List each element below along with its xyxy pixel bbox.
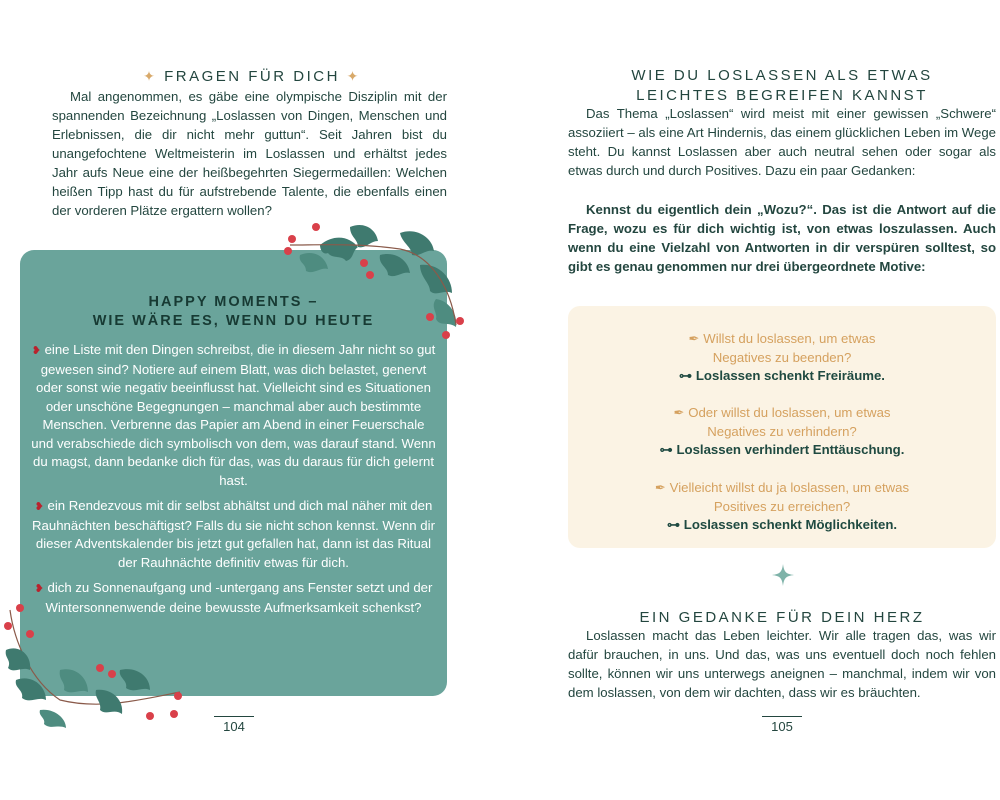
pen-icon: ✒ [673,405,685,420]
motive-question-line1: Oder willst du loslassen, um etwas [688,405,891,420]
berry [170,710,178,718]
berry [366,271,374,279]
loslassen-heading-line2: LEICHTES BEGREIFEN KANNST [636,87,928,104]
motive-question [568,404,996,423]
motive-question-line1: Willst du loslassen, um etwas [703,331,876,346]
motive-question [568,330,996,349]
motive-answer [568,367,996,386]
box-title [20,293,447,331]
berry [96,664,104,672]
berry [456,317,464,325]
list-item [30,341,437,490]
berry [16,604,24,612]
paragraph-wozu-text: Kennst du eigentlich dein „Wozu?“. Das ist die Antwort auf die Frage, wozu es für dich wichtig ist, von etwas loszulassen. Auch wenn du eine Vielzahl von Antworten in dir verspüren solltest, so gibt es genau genommen nur drei übergeordnete Motive: [568,202,996,274]
box-title-line2: WIE WÄRE ES, WENN DU HEUTE [92,313,375,329]
paragraph-thema [568,104,996,180]
berry [174,692,182,700]
berry [146,712,154,720]
star-icon: ✦ [346,68,361,84]
herz-heading: EIN GEDANKE FÜR DEIN HERZ [639,609,925,626]
paragraph-wozu [568,200,996,276]
berry [108,670,116,678]
berry [312,223,320,231]
berry [4,622,12,630]
motive-question-line1: Vielleicht willst du ja loslassen, um etwas [669,480,910,495]
pen-icon: ✒ [654,480,666,495]
list-item [30,497,437,572]
berry [288,235,296,243]
right-page [500,0,1000,800]
motive-question-line2: Positives zu erreichen? [713,498,851,514]
key-icon: ⊶ [666,517,681,532]
fragen-heading [52,66,452,87]
motive-item [568,404,996,460]
box-title-line1: HAPPY MOMENTS – [148,294,319,310]
paragraph-thema-text: Das Thema „Loslassen“ wird meist mit einer gewissen „Schwere“ assoziiert – als eine Art Hindernis, das einem glücklichen Leben im Wege steht. Du kannst Loslassen aber auch neutral sehen oder sogar als etwas durch und durch Positives. Dazu ein paar Gedanken: [568,106,996,178]
motive-answer-text: Loslassen schenkt Möglichkeiten. [683,517,898,532]
intro-text: Mal angenommen, es gäbe eine olympische Disziplin mit der spannenden Bezeichnung „Loslassen von Dingen, Menschen und Erlebnissen, die dir nicht mehr guttun“. Seit Jahren bist du unangefochtene Weltmeisterin im Loslassen und erhältst jedes Jahr aufs Neue eine der heißbegehrten Siegermedaillen: Welchen heißen Tipp hast du für aufstrebende Talente, die ebenfalls einen der vorderen Plätze ergattern wollen? [52,89,447,218]
list-item-text: ein Rendezvous mit dir selbst abhältst und dich mal näher mit den Rauhnächten beschäftigst? Falls du sie nicht schon kennst. Wenn dir dieser Adventskalender bis jetzt gut gefallen hat, dann ist das Ritual der Rauhnächte definitiv etwas für dich. [32,498,435,570]
key-icon: ⊶ [679,368,693,383]
heart-bullet-icon: ❥ [34,501,44,513]
heart-bullet-icon: ❥ [31,345,41,357]
pen-icon: ✒ [688,331,700,346]
berry [360,259,368,267]
star-icon: ✦ [143,68,158,84]
heart-bullet-icon: ❥ [34,583,44,595]
motive-question-line2: Negatives zu verhindern? [707,423,857,439]
loslassen-heading [568,66,996,106]
list-item [30,579,437,617]
page-number-right: 105 [762,716,802,735]
fragen-heading-text: FRAGEN FÜR DICH [164,68,340,85]
list-item-text: eine Liste mit den Dingen schreibst, die in diesem Jahr nicht so gut gewesen sind? Notiere auf einem Blatt, was dich belastet, genervt oder sonst wie negativ beeinflusst hat. Vielleicht sind es Situationen oder unschöne Begegnungen – manchmal aber auch bestimmte Menschen. Verbrenne das Papier am Abend in einer Feuerschale und verabschiede dich symbolisch von dem, was darauf stand. Wenn du magst, dann bedanke dich für das, was du daraus für dich gelernt hast. [31,342,436,488]
motive-question [568,479,996,498]
berry [442,331,450,339]
berry [284,247,292,255]
motive-answer [568,441,996,460]
key-icon: ⊶ [659,442,673,457]
page-number-left: 104 [214,716,254,735]
berry [26,630,34,638]
motive-answer-text: Loslassen schenkt Freiräume. [695,368,885,383]
intro-paragraph [52,87,447,220]
list-item-text: dich zu Sonnenaufgang und -untergang ans Fenster setzt und der Wintersonnenwende deine bewusste Aufmerksamkeit schenkst? [45,580,433,615]
loslassen-heading-line1: WIE DU LOSLASSEN ALS ETWAS [631,67,933,84]
sparkle-icon [772,564,794,586]
motive-answer-text: Loslassen verhindert Enttäuschung. [676,442,905,457]
motive-answer [568,516,996,535]
paragraph-herz-text: Loslassen macht das Leben leichter. Wir alle tragen das, was wir dafür brauchen, in uns. Und das, was uns eventuell doch noch fehlen sollte, können wir uns unterwegs aneignen – manchmal, indem wir von dem loslassen, von dem wir dachten, dass wir es bräuchten. [568,628,996,700]
box-list [30,341,437,624]
motive-question-line2: Negatives zu beenden? [712,349,852,365]
paragraph-herz [568,626,996,702]
motive-item [568,330,996,386]
motive-item [568,479,996,535]
